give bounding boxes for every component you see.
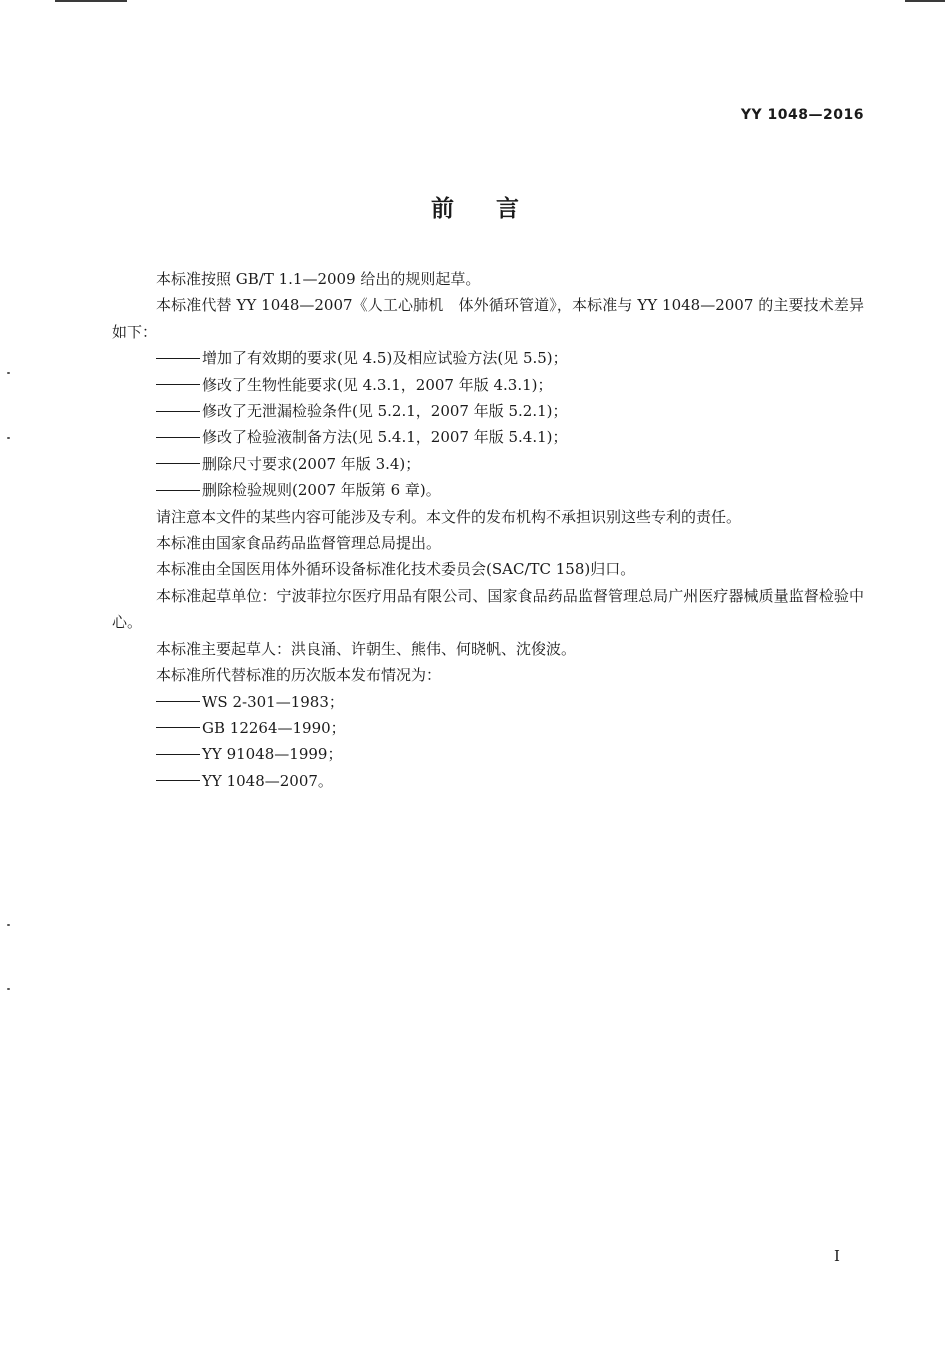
list-item-text: 增加了有效期的要求(见 4.5)及相应试验方法(见 5.5)； (202, 349, 568, 368)
dash-mark (156, 490, 200, 491)
list-item-text: 删除检验规则(2007 年版第 6 章)。 (202, 481, 441, 500)
dash-mark (156, 463, 200, 464)
replacement-paragraph: 本标准代替 YY 1048—2007《人工心肺机 体外循环管道》，本标准与 YY 1048—2007 的主要技术差异如下： (112, 296, 864, 341)
dash-mark (156, 437, 200, 438)
list-item (112, 741, 864, 767)
scan-speck (7, 988, 10, 990)
proposer-paragraph: 本标准由国家食品药品监督管理总局提出。 (156, 534, 442, 553)
history-intro-paragraph: 本标准所代替标准的历次版本发布情况为： (156, 666, 442, 685)
top-edge-rule-left (55, 0, 127, 2)
drafting-units-paragraph: 本标准起草单位：宁波菲拉尔医疗用品有限公司、国家食品药品监督管理总局广州医疗器械质量监督检验中心。 (112, 586, 864, 632)
list-item (112, 768, 864, 794)
list-item (112, 715, 864, 741)
patent-notice-paragraph: 请注意本文件的某些内容可能涉及专利。本文件的发布机构不承担识别这些专利的责任。 (156, 507, 742, 526)
drafters-paragraph: 本标准主要起草人：洪良涌、许朝生、熊伟、何晓帆、沈俊波。 (156, 639, 577, 658)
list-item-text: 修改了生物性能要求(见 4.3.1，2007 年版 4.3.1)； (202, 375, 553, 394)
list-item-text: 修改了检验液制备方法(见 5.4.1，2007 年版 5.4.1)； (202, 428, 568, 447)
list-item (112, 477, 864, 503)
document-code: YY 1048—2016 (740, 107, 864, 123)
dash-mark (156, 754, 200, 755)
dash-mark (156, 411, 200, 412)
scan-speck (7, 437, 10, 439)
list-item (112, 451, 864, 477)
dash-mark (156, 701, 200, 702)
page-number: I (834, 1247, 840, 1265)
list-item (112, 372, 864, 398)
list-item (112, 424, 864, 450)
list-item-text: GB 12264—1990； (202, 718, 346, 737)
list-item-text: 删除尺寸要求(2007 年版 3.4)； (202, 454, 421, 473)
dash-mark (156, 780, 200, 781)
list-item (112, 398, 864, 424)
list-item (112, 689, 864, 715)
scan-speck (7, 924, 10, 926)
foreword-body (112, 266, 864, 794)
history-list (112, 689, 864, 795)
dash-mark (156, 727, 200, 728)
dash-mark (156, 384, 200, 385)
scan-speck (7, 372, 10, 374)
changes-list (112, 345, 864, 503)
list-item-text: 修改了无泄漏检验条件(见 5.2.1，2007 年版 5.2.1)； (202, 402, 568, 421)
drafting-rule-paragraph: 本标准按照 GB/T 1.1—2009 给出的规则起草。 (156, 270, 481, 288)
list-item-text: YY 91048—1999； (202, 745, 343, 764)
committee-paragraph: 本标准由全国医用体外循环设备标准化技术委员会(SAC/TC 158)归口。 (156, 560, 636, 579)
dash-mark (156, 358, 200, 359)
list-item-text: WS 2-301—1983； (202, 692, 344, 711)
top-edge-rule-right (905, 0, 945, 2)
list-item (112, 345, 864, 371)
list-item-text: YY 1048—2007。 (202, 771, 333, 790)
page-title: 前言 (431, 196, 561, 222)
